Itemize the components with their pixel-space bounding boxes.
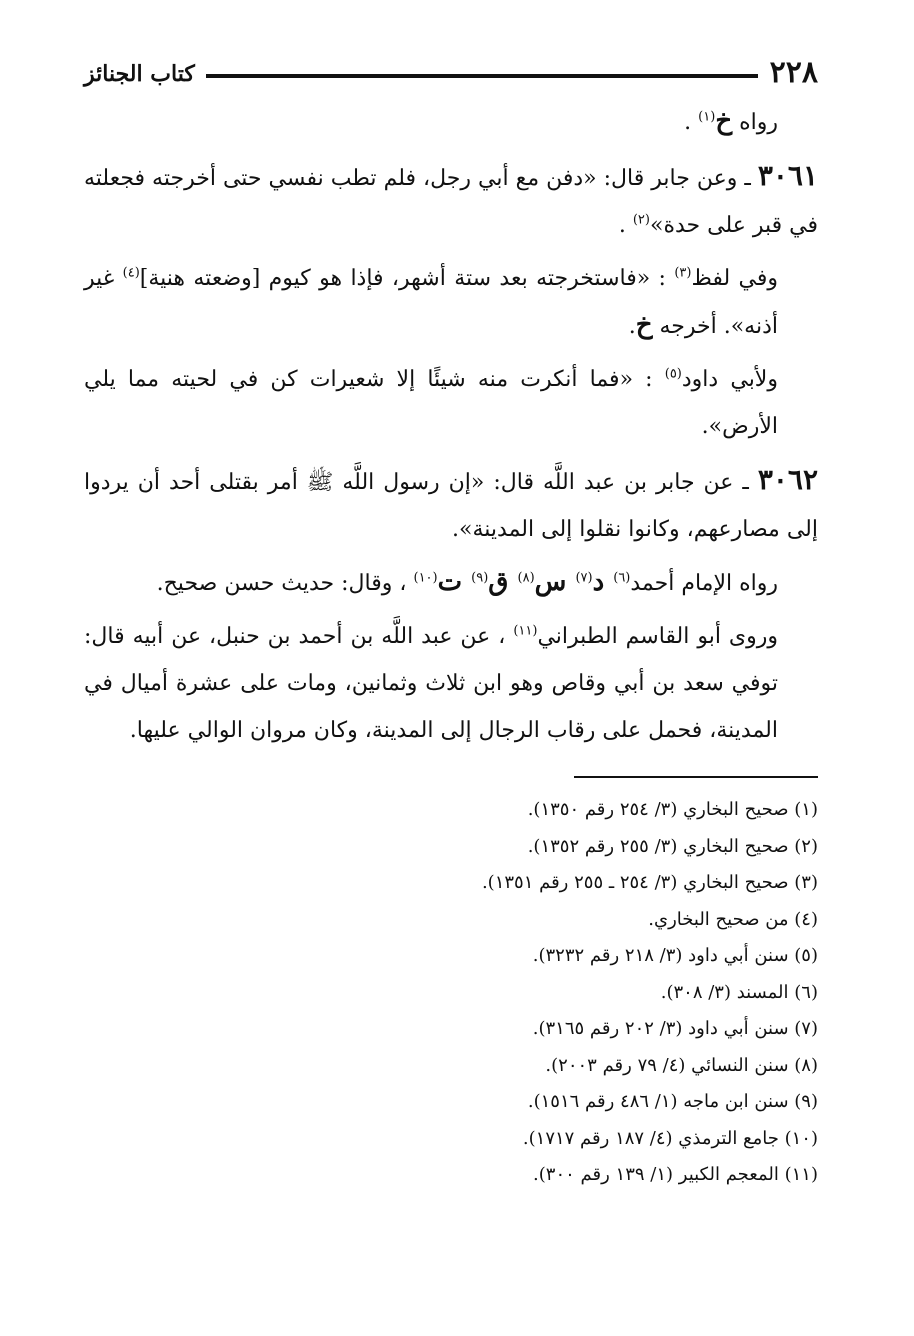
para-text: ، وقال: حديث حسن صحيح. <box>156 571 414 596</box>
footnote-ref[interactable]: (٨) <box>517 570 535 586</box>
footnote-2: (٢) صحيح البخاري (٣/ ٢٥٥ رقم ١٣٥٢). <box>527 835 818 857</box>
footnote-ref[interactable]: (٦) <box>613 570 631 586</box>
page-number: ٢٢٨ <box>769 55 818 90</box>
hadith-3061 <box>84 152 818 249</box>
footnotes-list <box>84 792 818 1194</box>
paragraph-abu-dawud <box>84 356 818 450</box>
para-text: رواه <box>732 110 778 135</box>
footnote-ref[interactable]: (٥) <box>664 366 682 382</box>
para-text: وفي لفظ <box>691 266 778 291</box>
footnote-1: (١) صحيح البخاري (٣/ ٢٥٤ رقم ١٣٥٠). <box>527 799 818 820</box>
main-text <box>84 98 818 754</box>
footnote-ref[interactable]: (٢) <box>632 212 650 228</box>
source-symbol: خ <box>715 106 733 136</box>
footnote-separator <box>574 776 818 778</box>
para-text: ولأبي داود <box>681 367 778 392</box>
hadith-text: أمر بقتلى أحد أن يردوا إلى مصارعهم، وكانوا نقلوا إلى المدينة». <box>84 470 818 542</box>
footnote-ref[interactable]: (٣) <box>674 265 692 281</box>
para-text: رواه الإمام أحمد <box>630 571 778 596</box>
hadith-number: ٣٠٦١ <box>757 159 818 192</box>
hadith-dash: ـ <box>733 470 758 495</box>
footnote-ref[interactable]: (١) <box>698 109 716 125</box>
footnote-8: (٨) سنن النسائي (٤/ ٧٩ رقم ٢٠٠٣). <box>545 1054 818 1076</box>
source-symbol: س <box>534 567 576 597</box>
paragraph-variant-wording <box>84 255 818 350</box>
paragraph-narrators <box>84 559 818 607</box>
source-symbol: ق <box>488 567 518 597</box>
para-text: . <box>628 314 636 339</box>
paragraph-tabarani <box>84 613 818 754</box>
footnote-ref[interactable]: (١١) <box>513 623 538 639</box>
hadith-number: ٣٠٦٢ <box>757 463 818 496</box>
hadith-dash: ـ <box>737 166 758 191</box>
footnote-ref[interactable]: (١٠) <box>413 570 438 586</box>
footnote-5: (٥) سنن أبي داود (٣/ ٢١٨ رقم ٣٢٣٢). <box>532 945 818 966</box>
footnote-3: (٣) صحيح البخاري (٣/ ٢٥٤ ـ ٢٥٥ رقم ١٣٥١). <box>481 872 818 893</box>
hadith-text: وعن جابر قال: «دفن مع أبي رجل، فلم تطب نفسي حتى أخرجته فجعلته في قبر على حدة» <box>84 166 818 238</box>
footnote-10: (١٠) جامع الترمذي (٤/ ١٨٧ رقم ١٧١٧). <box>522 1127 818 1149</box>
source-symbol: د <box>592 567 614 597</box>
book-page <box>84 50 818 1194</box>
footnote-6: (٦) المسند (٣/ ٣٠٨). <box>660 981 818 1003</box>
footnote-ref[interactable]: (٤) <box>122 265 140 281</box>
salutation-glyph: ﷺ <box>306 470 334 495</box>
hadith-text: عن جابر بن عبد اللَّه قال: «إن رسول اللَّه <box>333 470 734 495</box>
para-text: غير أذنه». أخرجه <box>84 266 778 339</box>
source-symbol: ت <box>437 567 472 597</box>
para-text: . <box>618 213 633 238</box>
paragraph-narration-1 <box>84 98 818 146</box>
hadith-3062 <box>84 456 818 553</box>
footnote-ref[interactable]: (٩) <box>471 570 489 586</box>
source-symbol: خ <box>635 310 653 340</box>
footnote-ref[interactable]: (٧) <box>575 570 593 586</box>
footnote-7: (٧) سنن أبي داود (٣/ ٢٠٢ رقم ٣١٦٥). <box>532 1018 818 1039</box>
para-text: ، عن عبد اللَّه بن أحمد بن حنبل، عن أبيه قال: توفي سعد بن أبي وقاص وهو ابن ثلاث وثمانين، ومات على عشرة أميال في المدينة، فحمل على رقاب الرجال إلى المدينة، وكان مروان الوالي عليها. <box>84 624 778 743</box>
footnote-9: (٩) سنن ابن ماجه (١/ ٤٨٦ رقم ١٥١٦). <box>527 1091 818 1112</box>
book-title: كتاب الجنائز <box>84 61 195 87</box>
para-text: . <box>684 110 699 135</box>
page-header <box>84 50 818 98</box>
para-text: : «فاستخرجته بعد ستة أشهر، فإذا هو كيوم [وضعته هنية] <box>139 266 675 291</box>
header-rule <box>206 74 758 78</box>
para-text: وروى أبو القاسم الطبراني <box>537 624 778 649</box>
footnote-11: (١١) المعجم الكبير (١/ ١٣٩ رقم ٣٠٠). <box>533 1164 818 1185</box>
para-text: : «فما أنكرت منه شيئًا إلا شعيرات كن في لحيته مما يلي الأرض». <box>84 367 778 439</box>
footnote-4: (٤) من صحيح البخاري. <box>648 908 818 930</box>
